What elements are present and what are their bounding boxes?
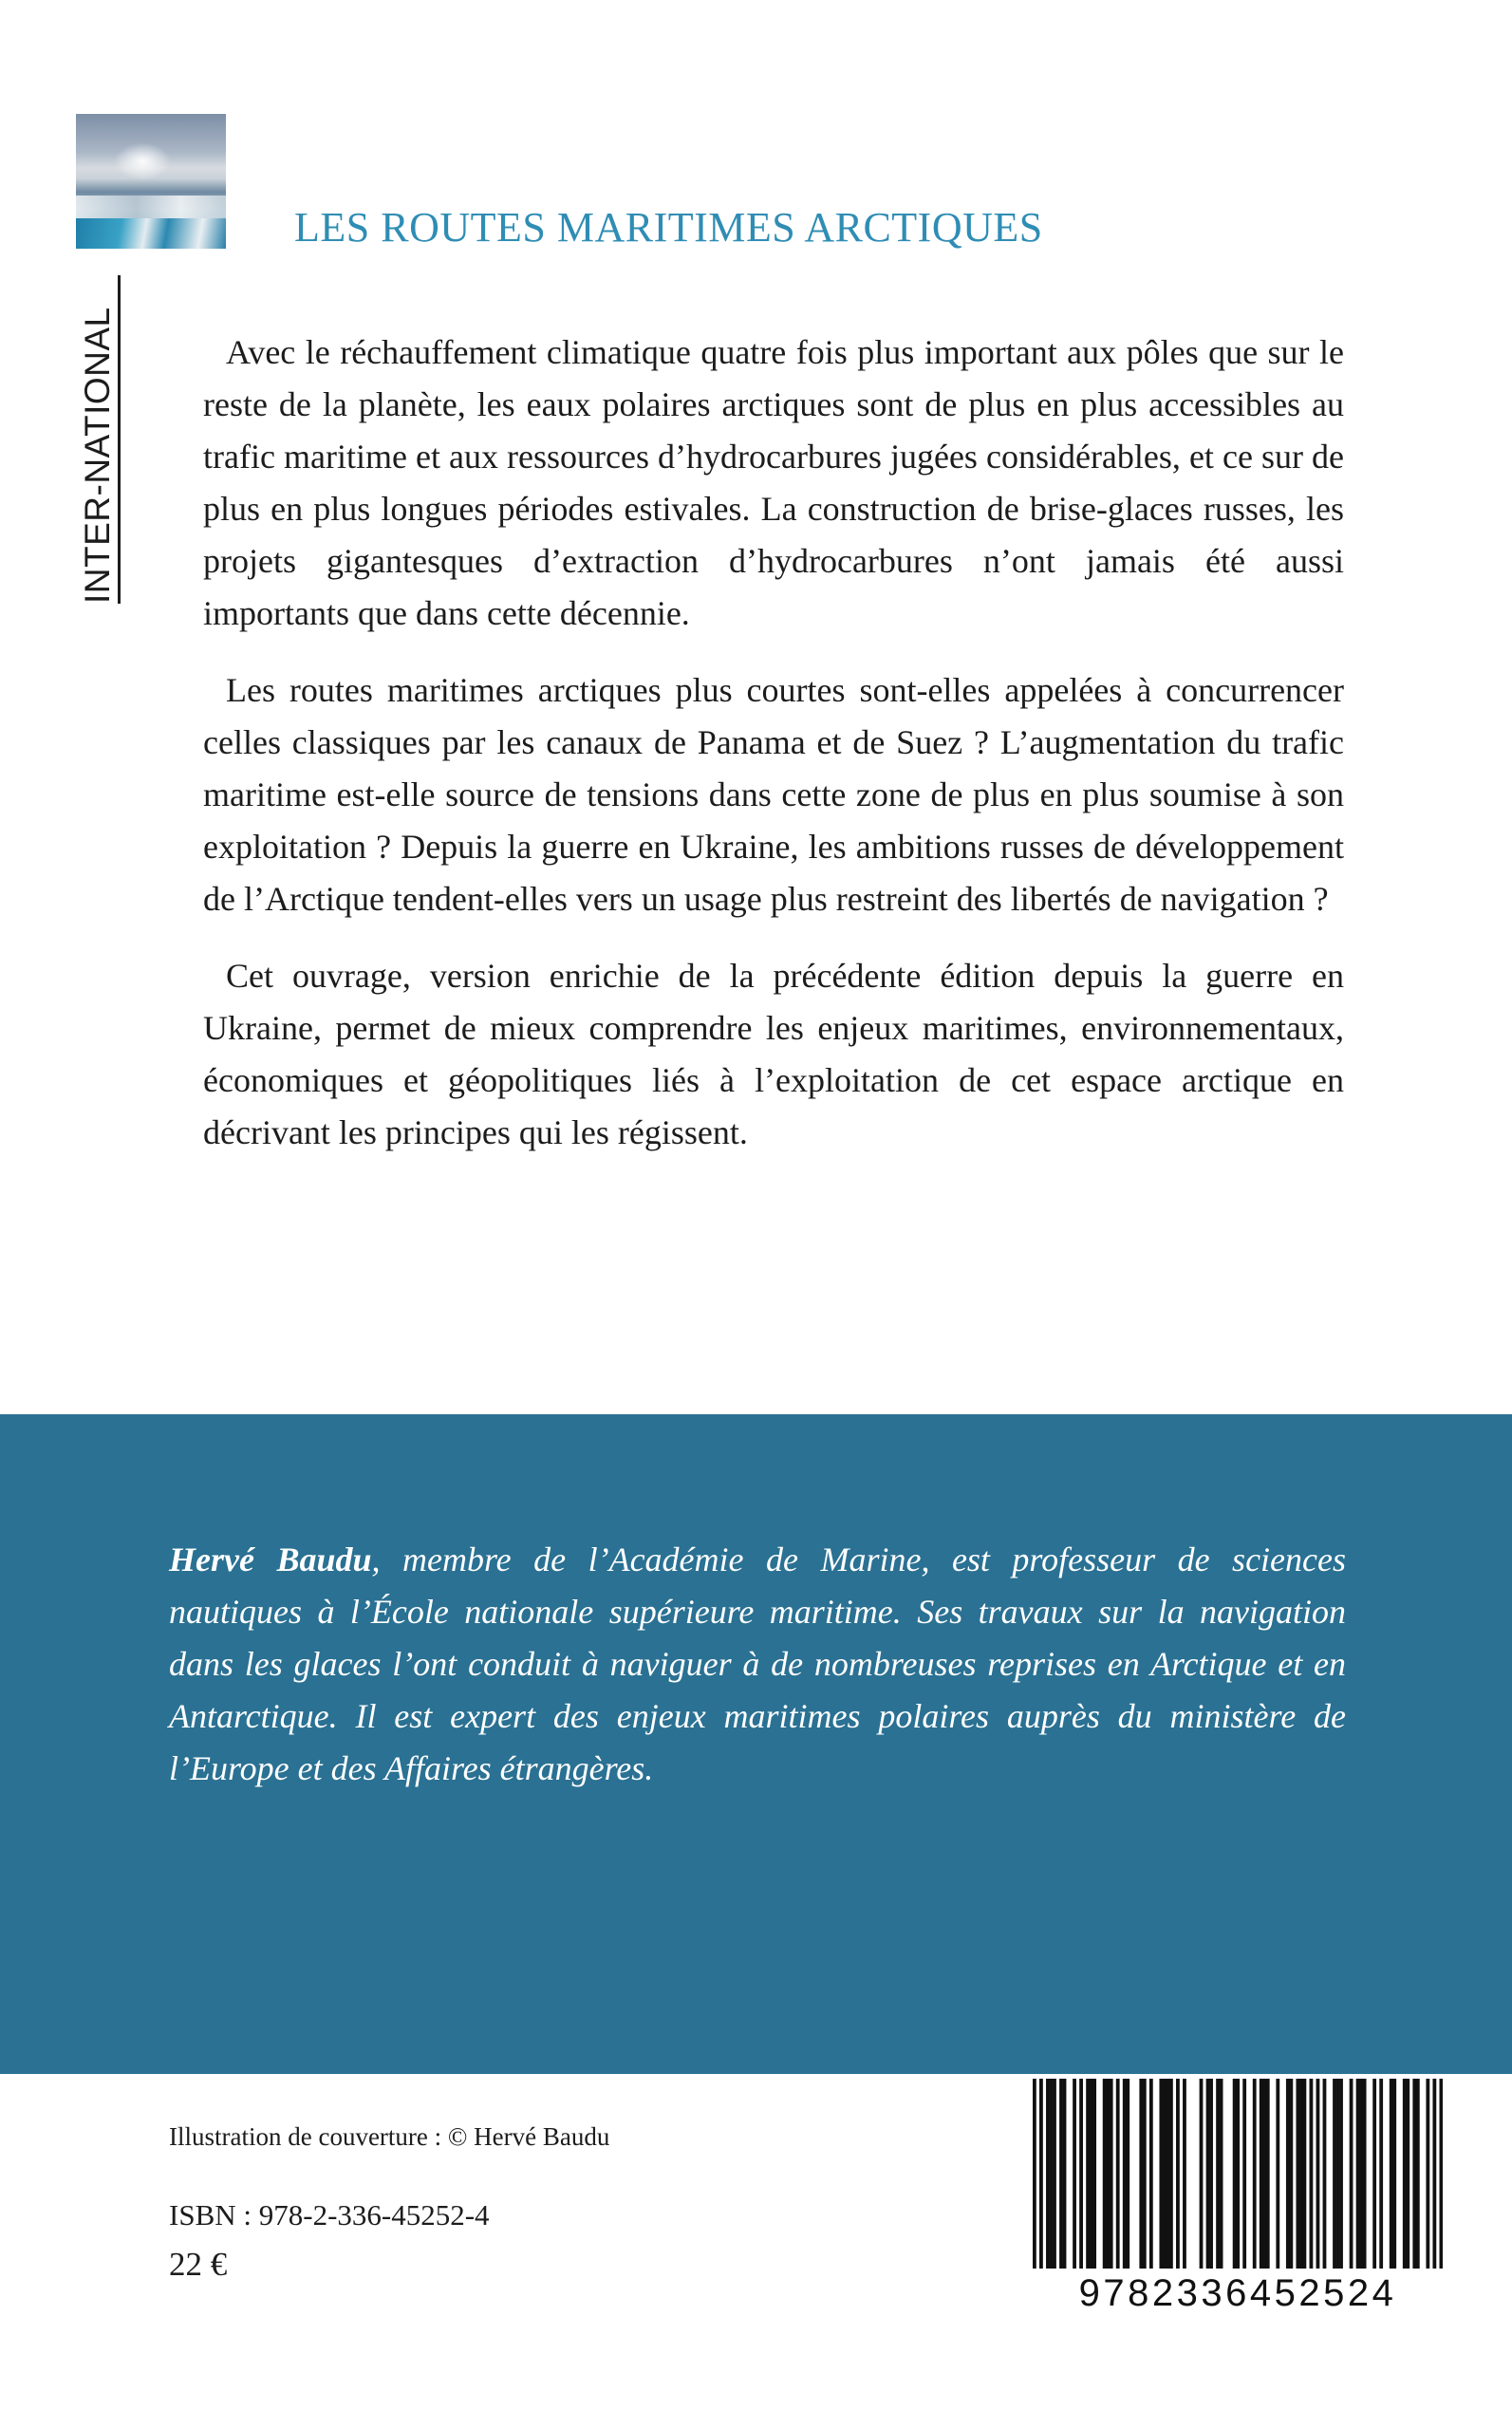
barcode-bar	[1260, 2079, 1263, 2269]
barcode-bar	[1302, 2079, 1306, 2269]
barcode-bar	[1046, 2079, 1050, 2269]
barcode-bar	[1336, 2079, 1340, 2269]
barcode-bar	[1050, 2079, 1054, 2269]
summary-paragraph: Cet ouvrage, version enrichie de la précédente édition depuis la guerre en Ukraine, permet de mieux comprendre les enjeux maritimes, environnementaux, économiques et géopolitiques liés à l’exploitation de cet espace arctique en décrivant les principes qui les régissent.	[203, 957, 1344, 1151]
barcode-bar	[1126, 2079, 1129, 2269]
barcode-bar	[1379, 2079, 1383, 2269]
barcode-bar	[1169, 2079, 1173, 2269]
barcode-bar	[1116, 2079, 1120, 2269]
barcode-bar	[1289, 2079, 1293, 2269]
barcode-bar	[1166, 2079, 1169, 2269]
barcode-bar	[1033, 2079, 1036, 2269]
barcode-bar	[1392, 2079, 1396, 2269]
summary-text	[203, 327, 1344, 1184]
barcode-bar	[1390, 2079, 1393, 2269]
barcode-bar	[1220, 2079, 1223, 2269]
barcode-bar	[1356, 2079, 1360, 2269]
barcode-bar	[1406, 2079, 1409, 2269]
barcode-bar	[1209, 2079, 1213, 2269]
barcode-bar	[1426, 2079, 1429, 2269]
barcode-bar	[1143, 2079, 1147, 2269]
summary-paragraph: Les routes maritimes arctiques plus courtes sont-elles appelées à concurrencer celles classiques par les canaux de Panama et de Suez ? L’augmentation du trafic maritime est-elle source de tensions dans cette zone de plus en plus soumise à son exploitation ? Depuis la guerre en Ukraine, les ambitions russes de développement de l’Arctique tendent-elles vers un usage plus restreint des libertés de navigation ?	[203, 671, 1344, 918]
barcode-bars	[1033, 2079, 1443, 2269]
barcode-bar	[1403, 2079, 1407, 2269]
barcode-bar	[1053, 2079, 1056, 2269]
barcode-bar	[1253, 2079, 1257, 2269]
barcode-bar	[1159, 2079, 1163, 2269]
barcode-bar	[1216, 2079, 1220, 2269]
barcode-bar	[1110, 2079, 1113, 2269]
author-bio	[169, 1534, 1346, 1795]
ice-floe-foreground	[76, 218, 226, 249]
barcode-bar	[1372, 2079, 1376, 2269]
barcode-bar	[1236, 2079, 1240, 2269]
barcode-bar	[1163, 2079, 1167, 2269]
barcode-bar	[1350, 2079, 1353, 2269]
barcode-bar	[1149, 2079, 1153, 2269]
author-name: Hervé Baudu	[169, 1541, 372, 1578]
barcode-bar	[1276, 2079, 1279, 2269]
barcode-digits: 9782336452524	[1078, 2272, 1397, 2314]
barcode-bar	[1233, 2079, 1237, 2269]
barcode-bar	[1439, 2079, 1443, 2269]
sea-ice-band	[76, 196, 226, 218]
barcode-bar	[1063, 2079, 1067, 2269]
barcode-bar	[1139, 2079, 1143, 2269]
barcode-bar	[1333, 2079, 1336, 2269]
illustration-credit: Illustration de couverture : © Hervé Baudu	[169, 2122, 610, 2151]
barcode-bar	[1262, 2079, 1266, 2269]
barcode-bar	[1086, 2079, 1090, 2269]
barcode-bar	[1079, 2079, 1083, 2269]
barcode-bar	[1363, 2079, 1367, 2269]
barcode-bar	[1206, 2079, 1210, 2269]
barcode	[1023, 2079, 1452, 2325]
cover-photo-thumbnail	[76, 114, 226, 249]
barcode-bar	[1432, 2079, 1436, 2269]
barcode-bar	[1359, 2079, 1363, 2269]
barcode-bar	[1416, 2079, 1420, 2269]
barcode-bar	[1296, 2079, 1299, 2269]
barcode-bar	[1316, 2079, 1320, 2269]
book-title: LES ROUTES MARITIMES ARCTIQUES	[294, 204, 1043, 251]
barcode-bar	[1310, 2079, 1314, 2269]
barcode-bar	[1176, 2079, 1180, 2269]
barcode-bar	[1103, 2079, 1107, 2269]
sun-glow	[114, 142, 171, 180]
price: 22 €	[169, 2246, 228, 2283]
barcode-bar	[1299, 2079, 1303, 2269]
barcode-bar	[1242, 2079, 1246, 2269]
barcode-bar	[1339, 2079, 1343, 2269]
barcode-bar	[1412, 2079, 1416, 2269]
barcode-bar	[1059, 2079, 1063, 2269]
barcode-bar	[1106, 2079, 1110, 2269]
barcode-bar	[1200, 2079, 1204, 2269]
barcode-bar	[1092, 2079, 1096, 2269]
barcode-bar	[1090, 2079, 1093, 2269]
barcode-bar	[1039, 2079, 1043, 2269]
isbn: ISBN : 978-2-336-45252-4	[169, 2198, 490, 2232]
summary-paragraph: Avec le réchauffement climatique quatre fois plus important aux pôles que sur le reste de la planète, les eaux polaires arctiques sont de plus en plus accessibles au trafic maritime et aux ressources d’hydrocarbures jugées considérables, et ce sur de plus en plus longues périodes estivales. La construction de brise-glaces russes, les projets gigantesques d’extraction d’hydrocarbures n’ont jamais été aussi importants que dans cette décennie.	[203, 333, 1344, 632]
barcode-bar	[1123, 2079, 1127, 2269]
barcode-bar	[1323, 2079, 1327, 2269]
barcode-bar	[1266, 2079, 1270, 2269]
barcode-bar	[1286, 2079, 1290, 2269]
barcode-bar	[1183, 2079, 1186, 2269]
barcode-bar	[1073, 2079, 1076, 2269]
collection-label: INTER-NATIONAL	[78, 307, 117, 604]
author-bio-text: , membre de l’Académie de Marine, est professeur de sciences nautiques à l’École nationale supérieure maritime. Ses travaux sur la navigation dans les glaces l’ont conduit à naviguer à de nombreuses reprises en Arctique et en Antarctique. Il est expert des enjeux maritimes polaires auprès du ministère de l’Europe et des Affaires étrangères.	[169, 1541, 1346, 1787]
